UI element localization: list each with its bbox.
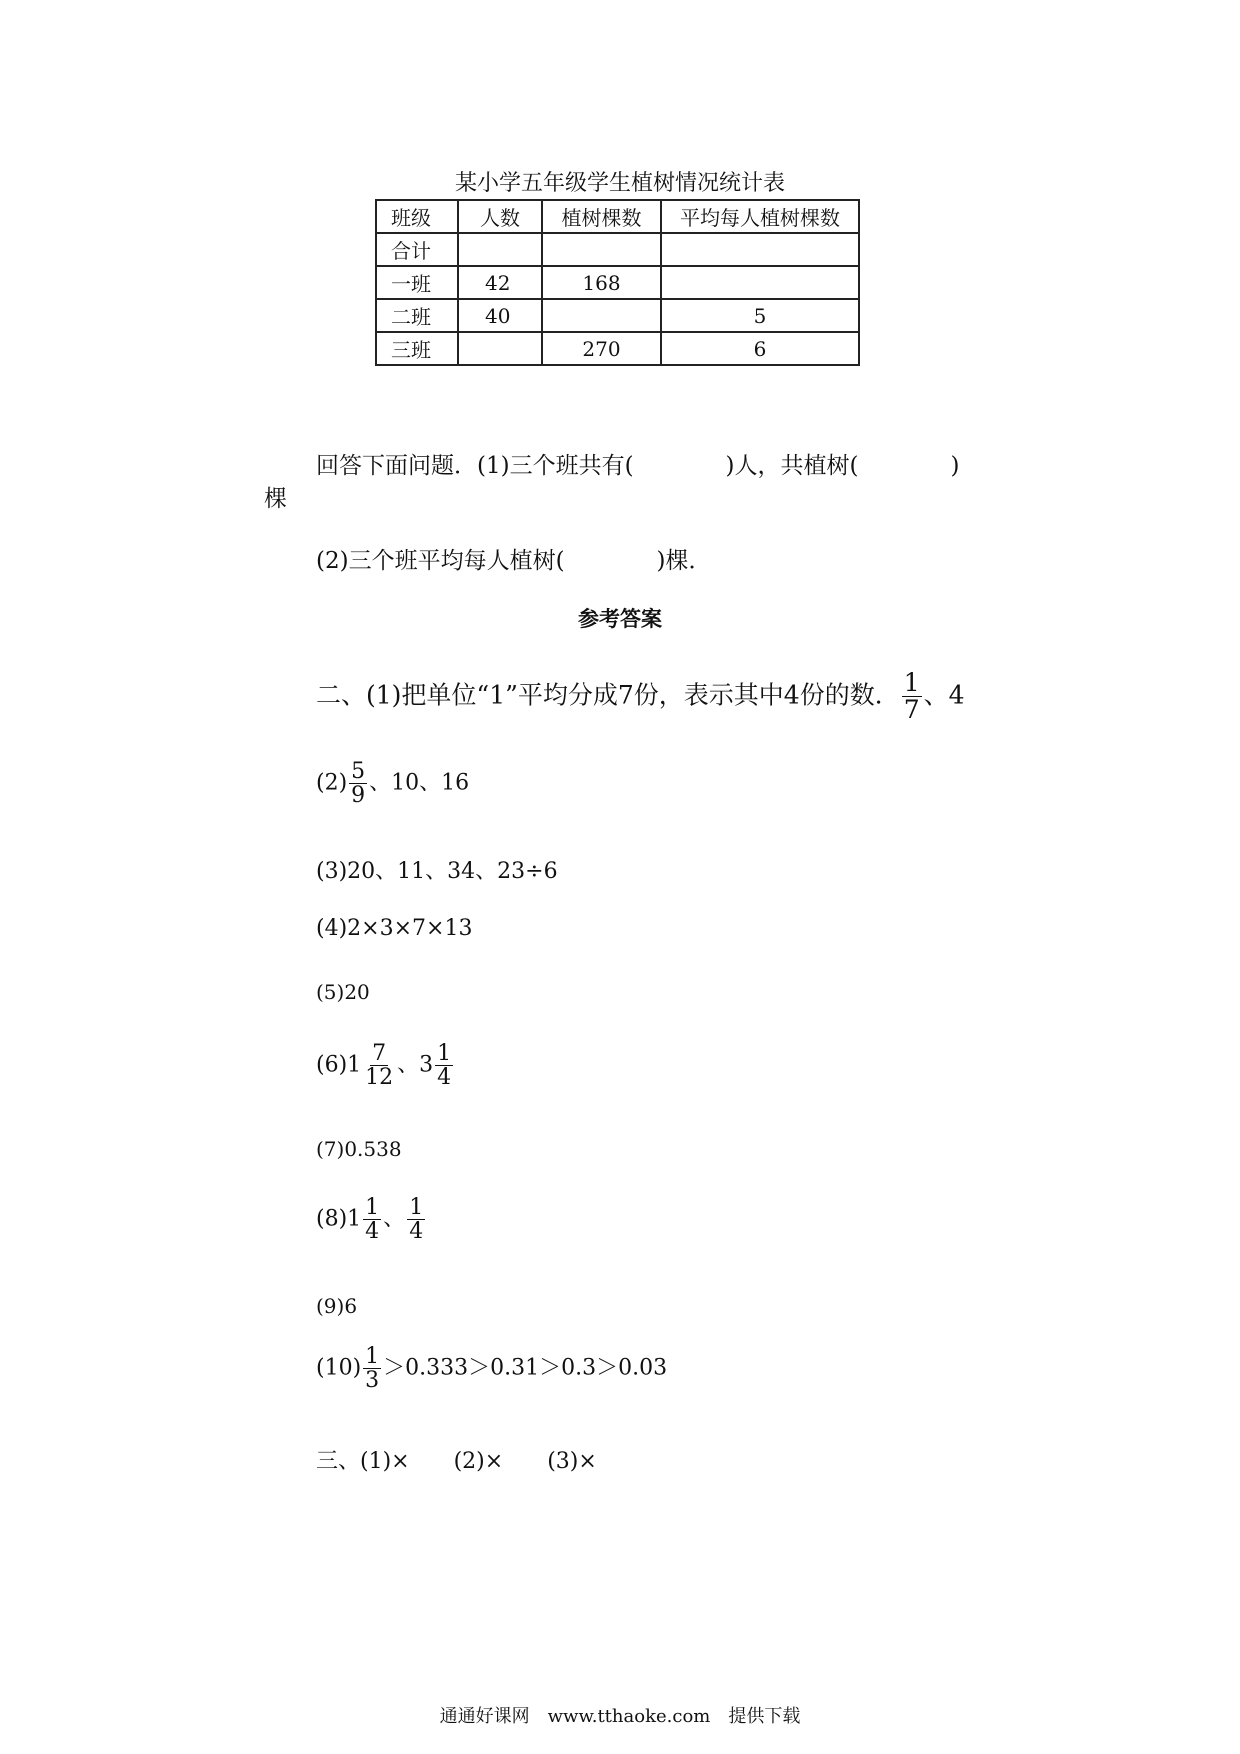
answer-2-7: (7)0.538: [316, 1137, 402, 1161]
table-cell: 42: [458, 266, 542, 299]
footer-credit: 通通好课网 www.tthaoke.com 提供下载: [439, 1706, 801, 1727]
answer-2-4: (4)2×3×7×13: [316, 916, 473, 941]
table-cell: 三班: [376, 332, 458, 365]
fraction: [363, 1345, 381, 1392]
table-cell: [661, 233, 859, 266]
fraction: [349, 760, 367, 807]
numerator: 1: [365, 1344, 380, 1369]
answer-text: 、3: [397, 1052, 434, 1078]
denominator: 9: [351, 783, 366, 809]
table-row: [376, 233, 859, 266]
denominator: 4: [365, 1219, 380, 1245]
table-cell: [661, 266, 859, 299]
denominator: 3: [365, 1368, 380, 1394]
denominator: 4: [409, 1219, 424, 1245]
tree-planting-table: [375, 199, 860, 366]
denominator: 4: [437, 1065, 452, 1091]
answer-2-10: [316, 1345, 667, 1392]
table-cell: 合计: [376, 233, 458, 266]
denominator: 7: [903, 695, 920, 725]
table-row: [376, 266, 859, 299]
answer-2-8: [316, 1196, 427, 1243]
answer-text: (6)1: [316, 1052, 362, 1078]
question-1: 回答下面问题．(1)三个班共有( )人，共植树( ): [316, 453, 960, 479]
table-cell: 40: [458, 299, 542, 332]
answer-text: (8)1: [316, 1206, 362, 1232]
question-1-continuation: 棵: [264, 486, 287, 512]
numerator: 5: [351, 759, 366, 784]
table-cell: [542, 299, 661, 332]
header-cell: 平均每人植树棵数: [661, 200, 859, 233]
table-title: 某小学五年级学生植树情况统计表: [454, 171, 785, 196]
answer-text: 、10、16: [369, 770, 470, 796]
table-cell: 二班: [376, 299, 458, 332]
header-cell: 植树棵数: [542, 200, 661, 233]
answer-text: (10): [316, 1355, 362, 1381]
denominator: 12: [365, 1065, 394, 1091]
numerator: 1: [437, 1041, 452, 1066]
table-cell: [542, 233, 661, 266]
answer-text: (2): [316, 770, 348, 796]
numerator: 1: [365, 1195, 380, 1220]
header-cell: 班级: [376, 200, 458, 233]
answer-text: 二、(1)把单位“1”平均分成7份，表示其中4份的数．: [316, 680, 900, 710]
table-cell: 6: [661, 332, 859, 365]
answer-2-2: [316, 760, 469, 807]
table-row: [376, 299, 859, 332]
fraction: [407, 1196, 425, 1243]
answer-text: ＞0.333＞0.31＞0.3＞0.03: [383, 1355, 668, 1381]
header-cell: 人数: [458, 200, 542, 233]
answer-text: 、: [383, 1206, 406, 1232]
answer-2-3: (3)20、11、34、23÷6: [316, 859, 558, 884]
fraction: [363, 1042, 395, 1089]
fraction: [902, 670, 922, 724]
question-2: (2)三个班平均每人植树( )棵．: [316, 548, 712, 574]
table-cell: [458, 332, 542, 365]
table-row: [376, 332, 859, 365]
numerator: 1: [409, 1195, 424, 1220]
numerator: 1: [903, 668, 920, 697]
answer-text: 、4: [923, 680, 965, 710]
table-cell: 168: [542, 266, 661, 299]
answer-2-6: [316, 1042, 455, 1089]
answers-title: 参考答案: [578, 607, 662, 631]
answer-2-5: (5)20: [316, 980, 370, 1004]
table-cell: [458, 233, 542, 266]
table-cell: 270: [542, 332, 661, 365]
answer-2-1: [316, 670, 965, 724]
fraction: [435, 1042, 453, 1089]
answer-3: 三、(1)× (2)× (3)×: [316, 1449, 597, 1474]
numerator: 7: [372, 1041, 387, 1066]
fraction: [363, 1196, 381, 1243]
table-header-row: [376, 200, 859, 233]
table-cell: 5: [661, 299, 859, 332]
table-cell: 一班: [376, 266, 458, 299]
answer-2-9: (9)6: [316, 1294, 358, 1318]
